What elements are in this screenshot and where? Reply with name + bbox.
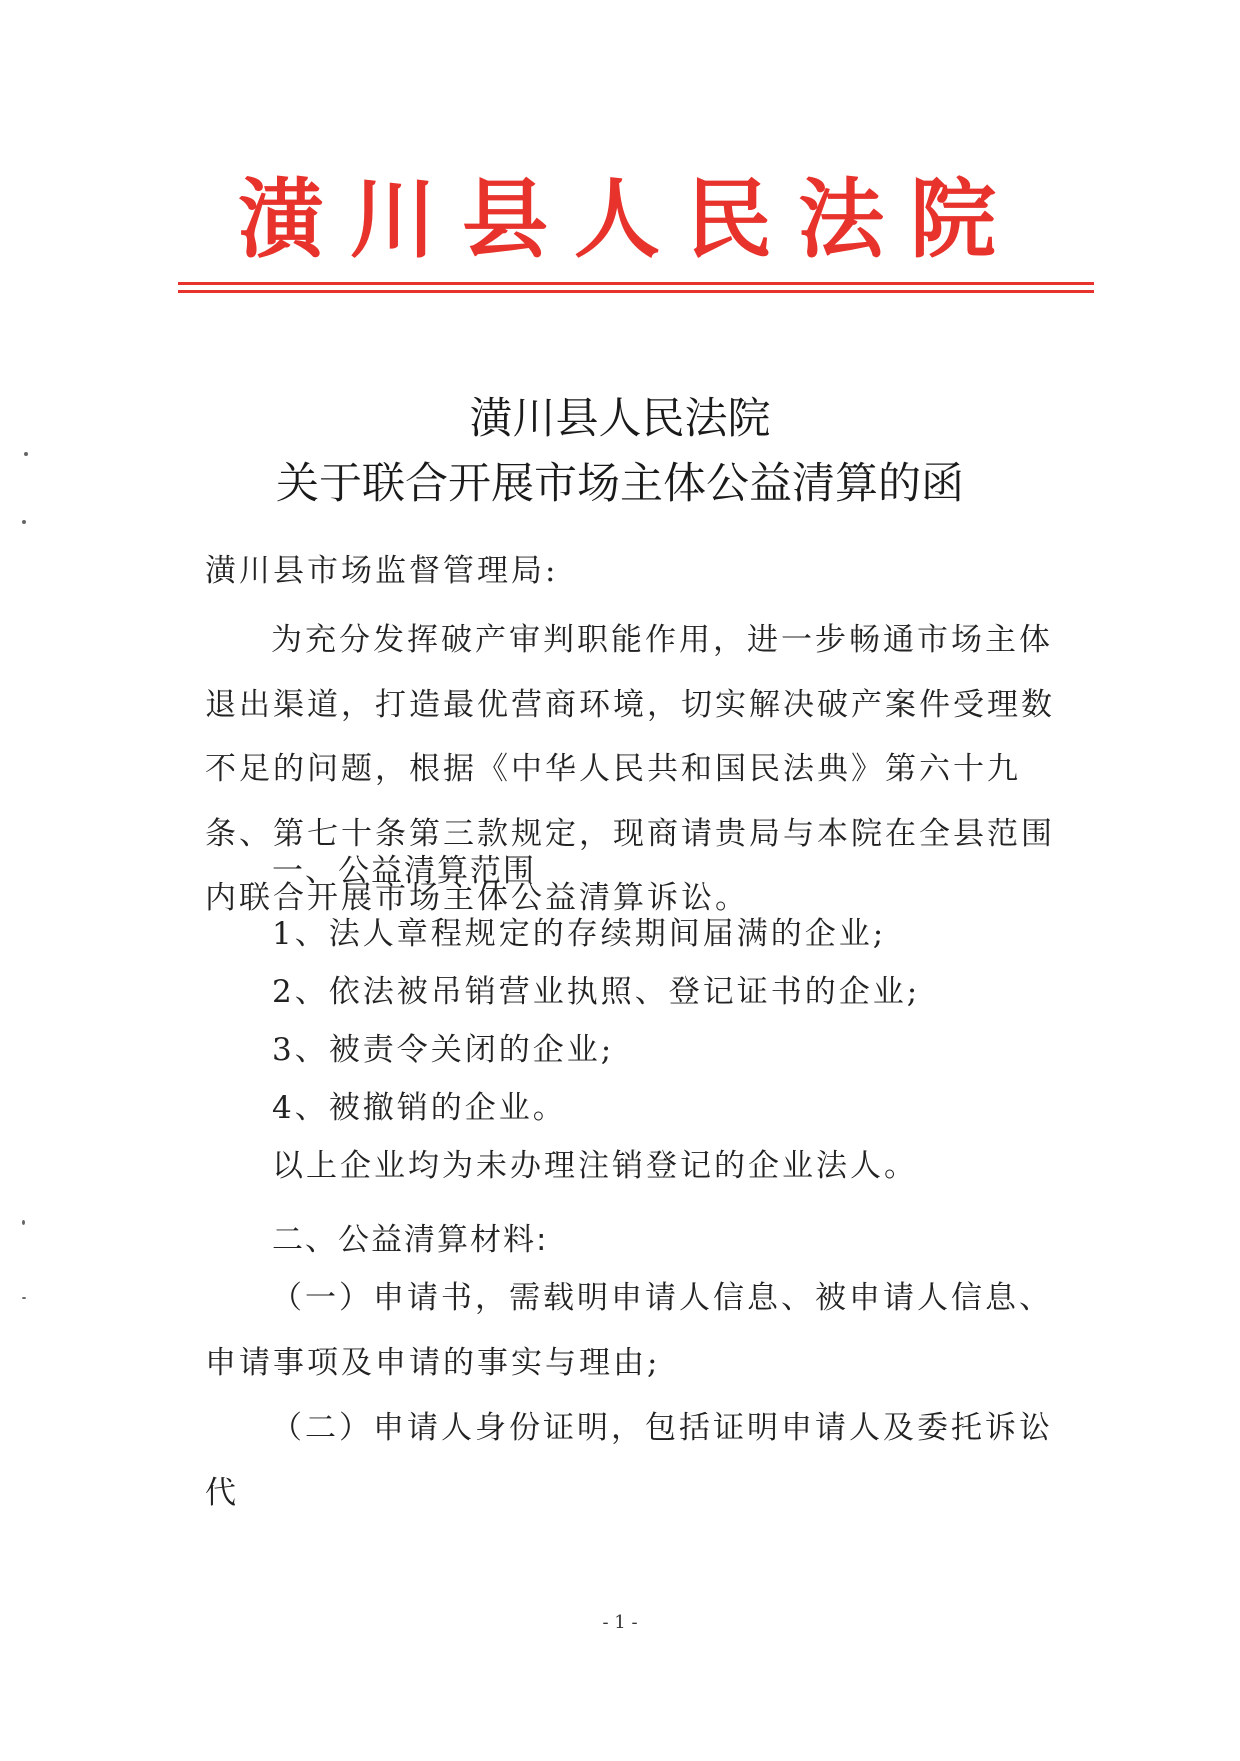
masthead-rule-bottom [178, 290, 1094, 293]
list-item: 2、依法被吊销营业执照、登记证书的企业; [272, 974, 921, 1010]
scan-speck [22, 520, 26, 524]
addressee: 潢川县市场监督管理局: [205, 553, 559, 589]
section1-note: 以上企业均为未办理注销登记的企业法人。 [272, 1148, 918, 1184]
masthead-rule-top [178, 282, 1094, 285]
court-masthead: 潢川县人民法院 [238, 169, 1022, 270]
document-title-line1: 潢川县人民法院 [469, 394, 771, 444]
list-item: 1、法人章程规定的存续期间届满的企业; [272, 916, 887, 952]
list-item: 3、被责令关闭的企业; [272, 1032, 615, 1068]
section2-paragraph-1 [205, 1266, 1067, 1396]
list-item: 4、被撤销的企业。 [272, 1090, 567, 1126]
scan-speck [24, 452, 28, 456]
page-number: - 1 - [602, 1612, 638, 1633]
section1-heading: 一、公益清算范围 [272, 853, 536, 889]
section2-paragraph-1-text: （一）申请书，需载明申请人信息、被申请人信息、申请事项及申请的事实与理由; [205, 1280, 1053, 1381]
section2-paragraph-2 [205, 1396, 1067, 1526]
scan-speck [22, 1297, 26, 1299]
intro-paragraph-text: 为充分发挥破产审判职能作用，进一步畅通市场主体退出渠道，打造最优营商环境，切实解决破产案件受理数不足的问题，根据《中华人民共和国民法典》第六十九条、第七十条第三款规定，现商请贵局与本院在全县范围内联合开展市场主体公益清算诉讼。 [205, 622, 1055, 916]
section2-paragraph-2-text: （二）申请人身份证明，包括证明申请人及委托诉讼代 [205, 1410, 1053, 1511]
section2-heading: 二、公益清算材料: [272, 1222, 549, 1258]
scan-speck [22, 1220, 25, 1225]
document-title-line2: 关于联合开展市场主体公益清算的函 [276, 459, 964, 509]
